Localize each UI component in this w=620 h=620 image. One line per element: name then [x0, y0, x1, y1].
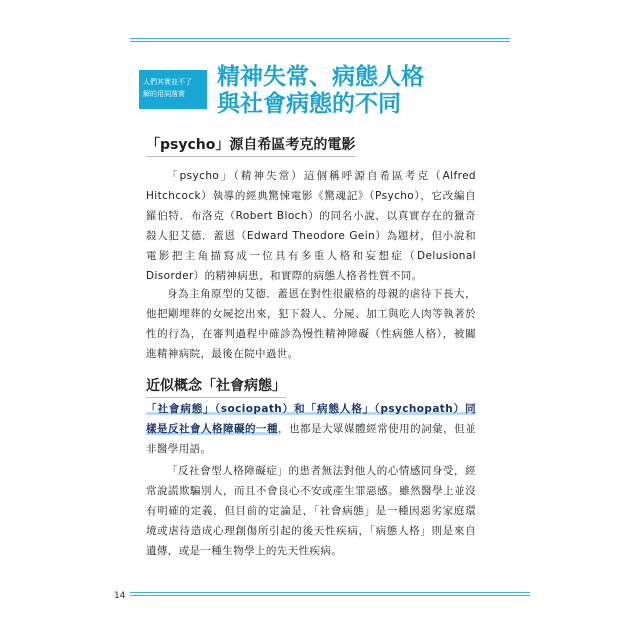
top-rule [130, 38, 510, 42]
paragraph-ed-gein: 身為主角原型的艾德．蓋恩在對性很嚴格的母親的虐待下長大，他把剛埋葬的女屍挖出來，犯下殺人、分屍、加工與吃人肉等執著於性的行為，在審判過程中確診為慢性精神障礙（性病態人格），被關進精神病院，最後在院中過世。 [146, 288, 476, 360]
chapter-label-line-1: 人們其實並不了 [143, 78, 192, 86]
page-number: 14 [114, 591, 126, 601]
section-heading-psycho-origin: 「psycho」源自希區考克的電影 [146, 137, 356, 153]
definition-continuation: ，也都是大眾媒體經常使用的詞彙，但並非醫學用語。 [146, 423, 476, 455]
bottom-rule [130, 592, 530, 596]
chapter-label-line-2: 解的用詞落實 [143, 90, 185, 98]
page-title-line-1: 精神失常、病態人格 [217, 64, 424, 90]
paragraph-psycho-origin: 「psycho」（精神失常）這個稱呼源自希區考克（Alfred Hitchcock）執導的經典驚悚電影《驚魂記》（Psycho），它改編自羅伯特．布洛克（Robert Bloch）的同名小說，以真實存在的獵奇殺人犯艾德．蓋恩（Edward Theodore Gein）為題材，但小說和電影把主角描寫成一位具有多重人格和妄想症（Delusional Disorder）的精神病患，和實際的病態人格者性質不同。 [146, 170, 476, 282]
section-heading-sociopath: 近似概念「社會病態」 [146, 378, 286, 394]
page-title-line-2: 與社會病態的不同 [217, 91, 401, 117]
highlighted-definition: 「社會病態」（sociopath）和「病態人格」（psychopath）同樣是反社會人格障礙的一種 [146, 403, 476, 435]
page-title [217, 64, 517, 118]
chapter-label-box [139, 70, 207, 109]
paragraph-antisocial-disorder: 「反社會型人格障礙症」的患者無法對他人的心情感同身受，經常說謊欺騙別人，而且不會良心不安或產生罪惡感。雖然醫學上並沒有明確的定義，但目前的定論是，「社會病態」是一種因惡劣家庭環境或虐待造成心理創傷所引起的後天性疾病，「病態人格」則是來自遺傳，或是一種生物學上的先天性疾病。 [146, 465, 476, 557]
paragraph-sociopath-definition [146, 399, 476, 459]
